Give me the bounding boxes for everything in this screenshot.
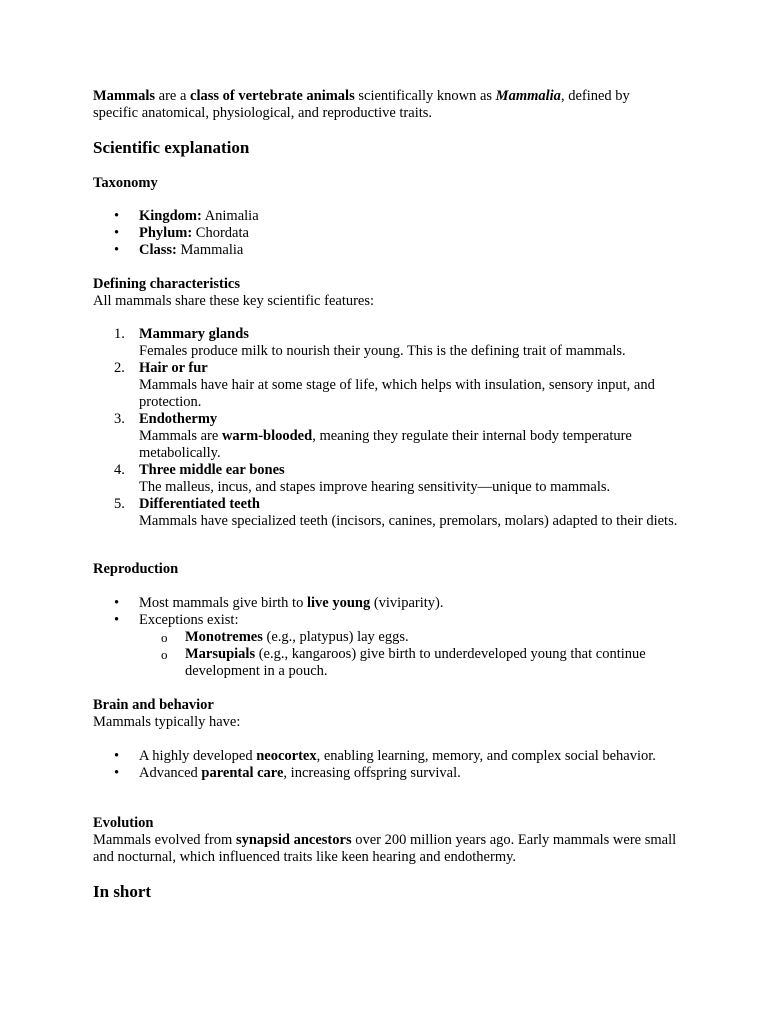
list-text: (viviparity). [370, 595, 444, 611]
evolution-text [93, 832, 678, 866]
list-number: 4. [114, 462, 125, 478]
desc-text: Mammals are [139, 428, 222, 444]
section-heading-in-short: In short [93, 882, 152, 901]
defining-heading: Defining characteristics [93, 276, 240, 292]
item-description [139, 428, 678, 462]
item-title: Endothermy [139, 411, 218, 427]
intro-text: , defined by specific anatomical, physiological, and reproductive traits. [93, 88, 630, 121]
item-title: Three middle ear bones [139, 462, 285, 478]
item-description: Mammals have specialized teeth (incisors, canines, premolars, molars) adapted to their diets. [139, 513, 678, 529]
list-item [93, 612, 678, 680]
list-text: Most mammals give birth to [139, 595, 307, 611]
list-number: 5. [114, 496, 125, 512]
evolution-plain: over 200 million years ago. Early mammals were small and nocturnal, which influenced traits like keen hearing and endothermy. [93, 832, 677, 865]
desc-text: , meaning they regulate their internal body temperature metabolically. [139, 428, 632, 461]
taxonomy-heading: Taxonomy [93, 175, 158, 191]
intro-text: scientifically known as [354, 88, 496, 104]
reproduction-list [93, 595, 678, 680]
list-item [93, 225, 678, 242]
defining-section [93, 276, 678, 310]
taxonomy-label: Kingdom: [139, 208, 202, 224]
sub-list-item [139, 629, 678, 646]
item-title: Differentiated teeth [139, 496, 260, 512]
list-number: 3. [114, 411, 125, 427]
reproduction-heading: Reproduction [93, 561, 179, 577]
list-item [93, 595, 678, 612]
brain-intro: Mammals typically have: [93, 714, 241, 730]
evolution-heading: Evolution [93, 815, 154, 831]
taxonomy-list [93, 208, 678, 259]
item-description: The malleus, incus, and stapes improve hearing sensitivity—unique to mammals. [139, 479, 611, 495]
item-title: Hair or fur [139, 360, 208, 376]
list-text: Advanced [139, 765, 202, 781]
list-item [93, 326, 678, 360]
sub-list-item [139, 646, 678, 680]
defining-intro: All mammals share these key scientific features: [93, 293, 375, 309]
list-item [93, 496, 678, 530]
list-text: A highly developed [139, 748, 257, 764]
list-number: 1. [114, 326, 125, 342]
taxonomy-value: Mammalia [176, 242, 244, 258]
taxonomy-value: Chordata [192, 225, 249, 241]
sub-text: (e.g., platypus) lay eggs. [262, 629, 409, 645]
desc-bold: warm-blooded [221, 428, 313, 444]
list-bold: live young [306, 595, 371, 611]
evolution-plain: Mammals evolved from [93, 832, 236, 848]
taxonomy-label: Class: [139, 242, 177, 258]
sub-bold: Monotremes [185, 629, 263, 645]
brain-list [93, 748, 678, 782]
intro-term: Mammals [93, 88, 156, 104]
item-title: Mammary glands [139, 326, 249, 342]
brain-heading: Brain and behavior [93, 697, 214, 713]
item-description: Mammals have hair at some stage of life, which helps with insulation, sensory input, and protection. [139, 377, 655, 410]
list-item [93, 411, 678, 462]
list-number: 2. [114, 360, 125, 376]
evolution-section [93, 815, 678, 866]
list-bold: neocortex [256, 748, 317, 764]
sub-bold: Marsupials [185, 646, 256, 662]
list-text: , increasing offspring survival. [283, 765, 461, 781]
intro-bold: class of vertebrate animals [190, 88, 355, 104]
list-item [93, 242, 678, 259]
brain-section [93, 697, 678, 731]
intro-paragraph [93, 88, 678, 122]
section-heading-scientific: Scientific explanation [93, 138, 250, 157]
taxonomy-value: Animalia [201, 208, 259, 224]
item-description: Females produce milk to nourish their young. This is the defining trait of mammals. [139, 343, 626, 359]
list-text: Exceptions exist: [139, 612, 239, 628]
sub-text: (e.g., kangaroos) give birth to underdeveloped young that continue development in a pouch. [185, 646, 646, 679]
sub-list [139, 629, 678, 680]
taxonomy-label: Phylum: [139, 225, 193, 241]
list-text: , enabling learning, memory, and complex social behavior. [316, 748, 656, 764]
list-item [93, 208, 678, 225]
list-item [93, 765, 678, 782]
list-bold: parental care [201, 765, 284, 781]
intro-latin-name: Mammalia [495, 88, 561, 104]
list-item [93, 462, 678, 496]
intro-text: are a [155, 88, 191, 104]
list-item [93, 360, 678, 411]
defining-list [93, 326, 678, 530]
list-item [93, 748, 678, 765]
evolution-bold: synapsid ancestors [235, 832, 352, 848]
